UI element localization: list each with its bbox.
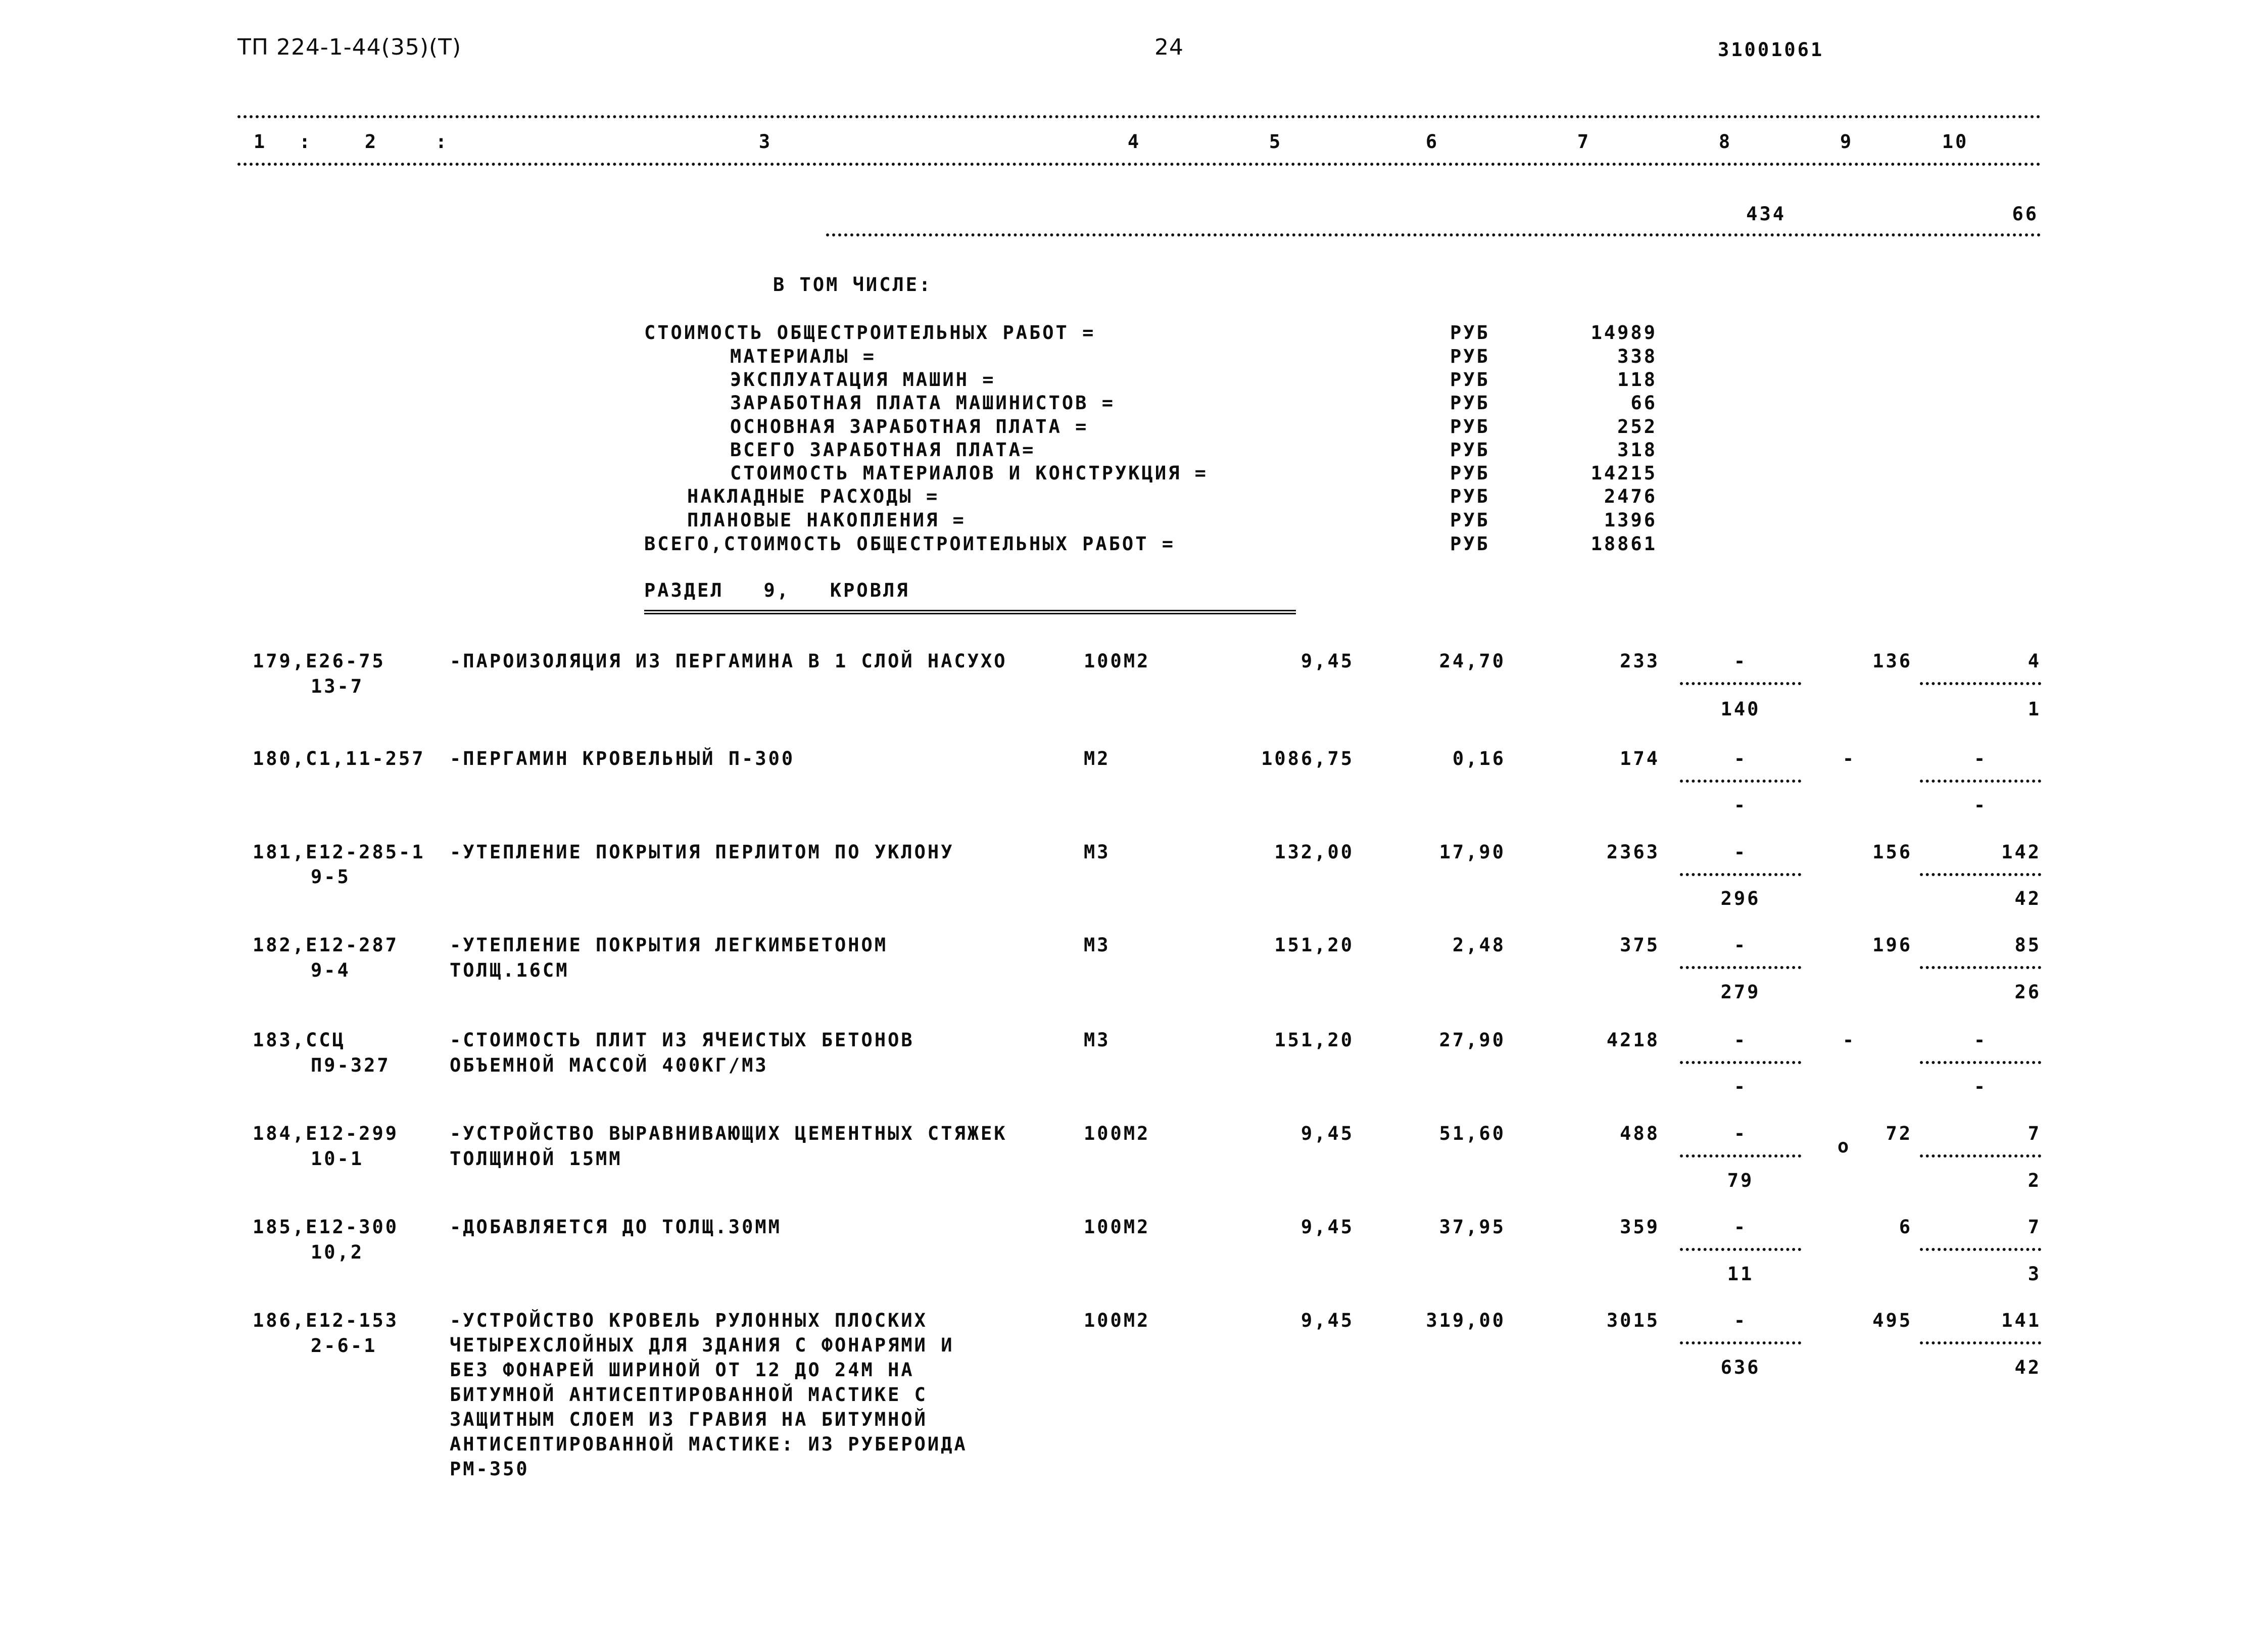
item-unit-price: 2,48 [1452,934,1506,956]
item-total: 2363 [1606,841,1660,863]
item-unit: М3 [1084,841,1111,863]
summary-label-9: ВСЕГО,СТОИМОСТЬ ОБЩЕСТРОИТЕЛЬНЫХ РАБОТ = [644,533,1176,555]
summary-label-5: ВСЕГО ЗАРАБОТНАЯ ПЛАТА= [730,439,1036,461]
item-col8-fraction-line [1680,780,1801,783]
item-code: 183,ССЦ [253,1029,346,1051]
item-quantity: 9,45 [1300,1216,1354,1238]
item-col8-bottom: - [1733,794,1748,816]
item-unit-price: 24,70 [1439,650,1506,672]
item-code-sub: 10,2 [311,1241,364,1263]
item-col8-top: - [1733,1029,1748,1051]
item-unit: М3 [1084,934,1111,956]
item-code-sub: П9-327 [311,1054,391,1076]
item-code: 182,Е12-287 [253,934,399,956]
item-col10-bottom: - [1973,1076,1988,1097]
summary-value-2: 118 [1617,369,1657,391]
item-description-line: ЗАЩИТНЫМ СЛОЕМ ИЗ ГРАВИЯ НА БИТУМНОЙ [450,1409,928,1430]
item-col8-top: - [1733,650,1748,672]
item-description-line: БЕЗ ФОНАРЕЙ ШИРИНОЙ ОТ 12 ДО 24М НА [450,1359,914,1381]
item-col9: 6 [1899,1216,1912,1238]
section-underline [644,610,1296,614]
item-col10-fraction-line [1920,1061,2041,1064]
item-col8-fraction-line [1680,966,1801,969]
summary-label-8: ПЛАНОВЫЕ НАКОПЛЕНИЯ = [687,509,966,531]
item-col8-bottom: 11 [1727,1263,1754,1285]
summary-unit-9: РУБ [1450,533,1490,555]
item-unit: 100М2 [1084,1123,1150,1144]
item-col10-fraction-line [1920,780,2041,783]
summary-total-col8: 434 [1746,203,1786,225]
item-unit-price: 319,00 [1426,1310,1506,1331]
item-quantity: 9,45 [1300,1123,1354,1144]
col-num-3: 3 [758,131,773,153]
summary-unit-8: РУБ [1450,509,1490,531]
item-col8-fraction-line [1680,1341,1801,1344]
item-total: 375 [1620,934,1660,956]
summary-label-6: СТОИМОСТЬ МАТЕРИАЛОВ И КОНСТРУКЦИЯ = [730,462,1208,484]
item-code-sub: 9-5 [311,866,351,888]
item-col10-top: 4 [2028,650,2041,672]
item-unit: 100М2 [1084,1310,1150,1331]
col-num-7: 7 [1577,131,1591,153]
item-col9: 136 [1872,650,1912,672]
item-code: 184,Е12-299 [253,1123,399,1144]
item-quantity: 1086,75 [1261,748,1354,769]
item-quantity: 151,20 [1274,1029,1354,1051]
item-code: 181,Е12-285-1 [253,841,425,863]
item-col10-bottom: 42 [2014,1357,2041,1378]
item-code-sub: 10-1 [311,1148,364,1170]
summary-unit-4: РУБ [1450,416,1490,438]
col-num-9: 9 [1840,131,1854,153]
col-num-6: 6 [1425,131,1439,153]
item-col10-bottom: 1 [2028,698,2041,720]
doc-number: 31001061 [1718,39,1824,61]
item-col8-bottom: 296 [1720,888,1761,909]
item-quantity: 151,20 [1274,934,1354,956]
item-description-line: РМ-350 [450,1458,529,1480]
col-num-1: 1 [253,131,267,153]
item-col10-top: 85 [2014,934,2041,956]
item-code-sub: 13-7 [311,675,364,697]
item-col10-top: 141 [2001,1310,2041,1331]
item-col10-top: - [1973,1029,1988,1051]
item-col10-top: 142 [2001,841,2041,863]
item-code: 186,Е12-153 [253,1310,399,1331]
summary-unit-2: РУБ [1450,369,1490,391]
summary-value-3: 66 [1630,392,1657,414]
item-col10-top: 7 [2028,1216,2041,1238]
item-description-line: АНТИСЕПТИРОВАННОЙ МАСТИКЕ: ИЗ РУБЕРОИДА [450,1433,968,1455]
summary-value-4: 252 [1617,416,1657,438]
item-col8-fraction-line [1680,1154,1801,1157]
summary-total-col10: 66 [2012,203,2039,225]
item-col8-bottom: 140 [1720,698,1761,720]
item-unit: 100М2 [1084,650,1150,672]
summary-heading: В ТОМ ЧИСЛЕ: [773,274,933,296]
item-description-line: ОБЪЕМНОЙ МАССОЙ 400КГ/М3 [450,1054,768,1076]
item-description-line: ЧЕТЫРЕХСЛОЙНЫХ ДЛЯ ЗДАНИЯ С ФОНАРЯМИ И [450,1334,954,1356]
summary-unit-5: РУБ [1450,439,1490,461]
summary-unit-6: РУБ [1450,462,1490,484]
item-col8-top: - [1733,748,1748,769]
item-description-line: ТОЛЩ.16СМ [450,959,569,981]
item-col8-fraction-line [1680,1061,1801,1064]
item-col9: 495 [1872,1310,1912,1331]
summary-unit-1: РУБ [1450,346,1490,367]
col-sep-1: : [299,131,313,153]
item-col10-fraction-line [1920,966,2041,969]
col-num-8: 8 [1718,131,1732,153]
header-rule-top [237,115,2041,118]
item-code-sub: 9-4 [311,959,351,981]
item-description: -ДОБАВЛЯЕТСЯ ДО ТОЛЩ.30ММ [450,1216,782,1238]
item-col8-bottom: - [1733,1076,1748,1097]
summary-value-6: 14215 [1590,462,1657,484]
col-num-10: 10 [1942,131,1969,153]
item-total: 174 [1620,748,1660,769]
item-col9: - [1842,1029,1856,1051]
summary-label-2: ЭКСПЛУАТАЦИЯ МАШИН = [730,369,996,391]
item-col9: 72 [1886,1123,1912,1144]
item-description-line: БИТУМНОЙ АНТИСЕПТИРОВАННОЙ МАСТИКЕ С [450,1384,928,1406]
item-unit: 100М2 [1084,1216,1150,1238]
summary-label-1: МАТЕРИАЛЫ = [730,346,877,367]
doc-code: ТП 224-1-44(35)(Т) [237,34,462,60]
col-sep-2: : [435,131,449,153]
item-col10-bottom: - [1973,794,1988,816]
item-unit-price: 51,60 [1439,1123,1506,1144]
item-code: 179,Е26-75 [253,650,385,672]
item-col8-fraction-line [1680,682,1801,685]
item-description-line: ТОЛЩИНОЙ 15ММ [450,1148,622,1170]
summary-label-0: СТОИМОСТЬ ОБЩЕСТРОИТЕЛЬНЫХ РАБОТ = [644,322,1096,344]
item-total: 488 [1620,1123,1660,1144]
col-num-5: 5 [1269,131,1283,153]
item-code: 185,Е12-300 [253,1216,399,1238]
item-total: 233 [1620,650,1660,672]
item-col9: 196 [1872,934,1912,956]
summary-value-9: 18861 [1590,533,1657,555]
item-description: -УТЕПЛЕНИЕ ПОКРЫТИЯ ЛЕГКИМБЕТОНОМ [450,934,888,956]
item-quantity: 9,45 [1300,650,1354,672]
summary-label-7: НАКЛАДНЫЕ РАСХОДЫ = [687,486,940,507]
item-description: -УСТРОЙСТВО КРОВЕЛЬ РУЛОННЫХ ПЛОСКИХ [450,1310,928,1331]
item-col10-fraction-line [1920,682,2041,685]
item-col8-fraction-line [1680,1248,1801,1251]
item-col10-fraction-line [1920,1341,2041,1344]
item-col10-top: 7 [2028,1123,2041,1144]
item-unit-price: 0,16 [1452,748,1506,769]
item-col8-top: - [1733,841,1748,863]
summary-unit-7: РУБ [1450,486,1490,507]
summary-value-8: 1396 [1604,509,1657,531]
item-col10-fraction-line [1920,873,2041,876]
item-description: -ПЕРГАМИН КРОВЕЛЬНЫЙ П-300 [450,748,795,769]
page-number: 24 [1154,34,1184,60]
item-unit-price: 17,90 [1439,841,1506,863]
summary-value-0: 14989 [1590,322,1657,344]
item-total: 359 [1620,1216,1660,1238]
summary-label-3: ЗАРАБОТНАЯ ПЛАТА МАШИНИСТОВ = [730,392,1116,414]
item-col10-fraction-line [1920,1248,2041,1251]
item-col10-bottom: 26 [2014,981,2041,1003]
item-col8-fraction-line [1680,873,1801,876]
item-col9: 156 [1872,841,1912,863]
item-description: -ПАРОИЗОЛЯЦИЯ ИЗ ПЕРГАМИНА В 1 СЛОЙ НАСУХО [450,650,1007,672]
item-description: -УСТРОЙСТВО ВЫРАВНИВАЮЩИХ ЦЕМЕНТНЫХ СТЯЖЕК [450,1123,1007,1144]
item-mark: о [1837,1135,1851,1157]
item-col8-bottom: 636 [1720,1357,1761,1378]
col-num-2: 2 [364,131,378,153]
header-rule-bottom [237,163,2041,166]
item-total: 4218 [1606,1029,1660,1051]
item-description: -УТЕПЛЕНИЕ ПОКРЫТИЯ ПЕРЛИТОМ ПО УКЛОНУ [450,841,954,863]
item-col8-bottom: 279 [1720,981,1761,1003]
item-col8-top: - [1733,1123,1748,1144]
item-col8-top: - [1733,1310,1748,1331]
item-col8-top: - [1733,1216,1748,1238]
item-col10-bottom: 2 [2028,1170,2041,1191]
item-col10-bottom: 3 [2028,1263,2041,1285]
item-col9: - [1842,748,1856,769]
item-col10-fraction-line [1920,1154,2041,1157]
summary-rule [826,233,2041,236]
item-unit: М3 [1084,1029,1111,1051]
item-col10-top: - [1973,748,1988,769]
item-description: -СТОИМОСТЬ ПЛИТ ИЗ ЯЧЕИСТЫХ БЕТОНОВ [450,1029,914,1051]
item-unit-price: 27,90 [1439,1029,1506,1051]
item-total: 3015 [1606,1310,1660,1331]
section-title: РАЗДЕЛ 9, КРОВЛЯ [644,580,910,601]
item-quantity: 9,45 [1300,1310,1354,1331]
item-code: 180,С1,11-257 [253,748,425,769]
summary-label-4: ОСНОВНАЯ ЗАРАБОТНАЯ ПЛАТА = [730,416,1089,438]
item-col8-bottom: 79 [1727,1170,1754,1191]
item-quantity: 132,00 [1274,841,1354,863]
summary-unit-3: РУБ [1450,392,1490,414]
col-num-4: 4 [1127,131,1141,153]
summary-value-7: 2476 [1604,486,1657,507]
summary-unit-0: РУБ [1450,322,1490,344]
item-unit: М2 [1084,748,1111,769]
item-code-sub: 2-6-1 [311,1335,377,1357]
summary-value-1: 338 [1617,346,1657,367]
item-col10-bottom: 42 [2014,888,2041,909]
item-unit-price: 37,95 [1439,1216,1506,1238]
item-col8-top: - [1733,934,1748,956]
summary-value-5: 318 [1617,439,1657,461]
